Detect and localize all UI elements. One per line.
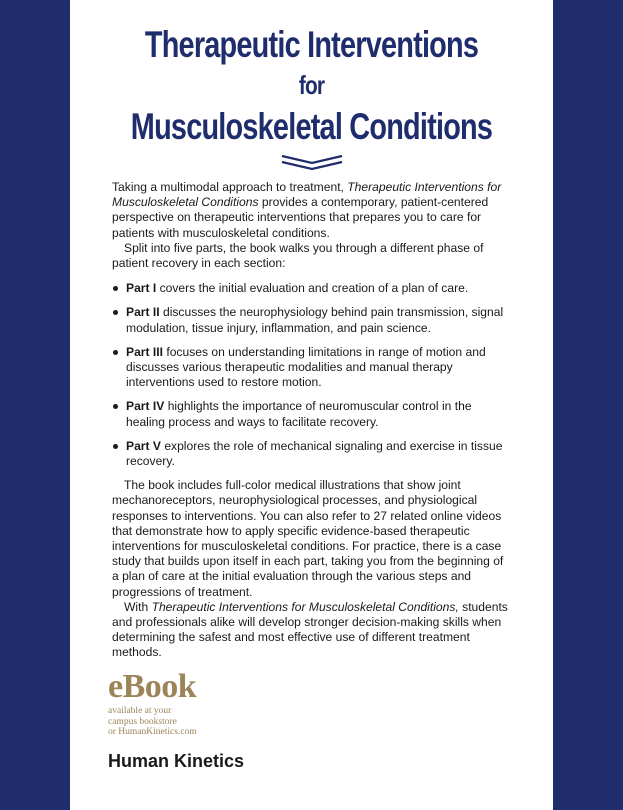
parts-list — [112, 281, 512, 469]
list-item: Part V explores the role of mechanical signaling and exercise in tissue recovery. — [112, 439, 512, 469]
bullet-icon — [113, 444, 118, 449]
book-title-italic: Therapeutic Interventions for Musculoskeletal Conditions — [112, 180, 502, 210]
closing-paragraph: With Therapeutic Interventions for Musculoskeletal Conditions, students and professionals alike will develop stronger decision-making skills when determining the safest and most effective use of different treatment methods. — [112, 599, 508, 660]
title-line-3: Musculoskeletal Conditions — [130, 106, 493, 147]
publisher-logo: Human Kinetics — [108, 751, 245, 771]
left-color-band — [0, 0, 70, 810]
bullet-icon — [113, 350, 118, 355]
intro-paragraph: Taking a multimodal approach to treatment, Therapeutic Interventions for Musculoskeletal Conditions provides a contemporary, patient-centered perspective on therapeutic interventions that prepares you to care for patients with musculoskeletal conditions. — [112, 180, 502, 240]
ebook-availability-line-3: or HumanKinetics.com — [108, 727, 197, 737]
ebook-badge — [108, 670, 197, 738]
list-item: Part I covers the initial evaluation and creation of a plan of care. — [112, 281, 512, 296]
list-item: Part IV highlights the importance of neuromuscular control in the healing process and ways to facilitate recovery. — [112, 399, 512, 429]
bullet-icon — [113, 404, 118, 409]
title-line-1: Therapeutic Interventions — [144, 24, 479, 65]
bullet-icon — [113, 286, 118, 291]
title-line-2: for — [298, 70, 325, 100]
ebook-availability-line-2: campus bookstore — [108, 716, 177, 727]
list-item: Part II discusses the neurophysiology behind pain transmission, signal modulation, tissue injury, inflammation, and pain science. — [112, 305, 512, 335]
double-chevron-down-icon — [280, 154, 344, 172]
ebook-availability-line-1: available at your — [108, 706, 172, 716]
ebook-logo: eBook — [108, 668, 197, 705]
features-paragraph: The book includes full-color medical illustrations that show joint mechanoreceptors, neurophysiological processes, and physiological responses to interventions. You can also refer to 27 related online videos that demonstrate how to apply specific evidence-based therapeutic interventions for musculoskeletal conditions. For practice, there is a case study that builds upon itself in each part, taking you from the beginning of a plan of care at the initial evaluation through the various steps and progressions of treatment. — [112, 478, 504, 599]
bullet-icon — [113, 310, 118, 315]
right-color-band — [553, 0, 623, 810]
list-item: Part III focuses on understanding limitations in range of motion and discusses various therapeutic modalities and manual therapy interventions used to restore motion. — [112, 345, 512, 391]
description — [112, 180, 512, 661]
parts-intro-paragraph: Split into five parts, the book walks you through a different phase of patient recovery in each section: — [112, 240, 484, 271]
